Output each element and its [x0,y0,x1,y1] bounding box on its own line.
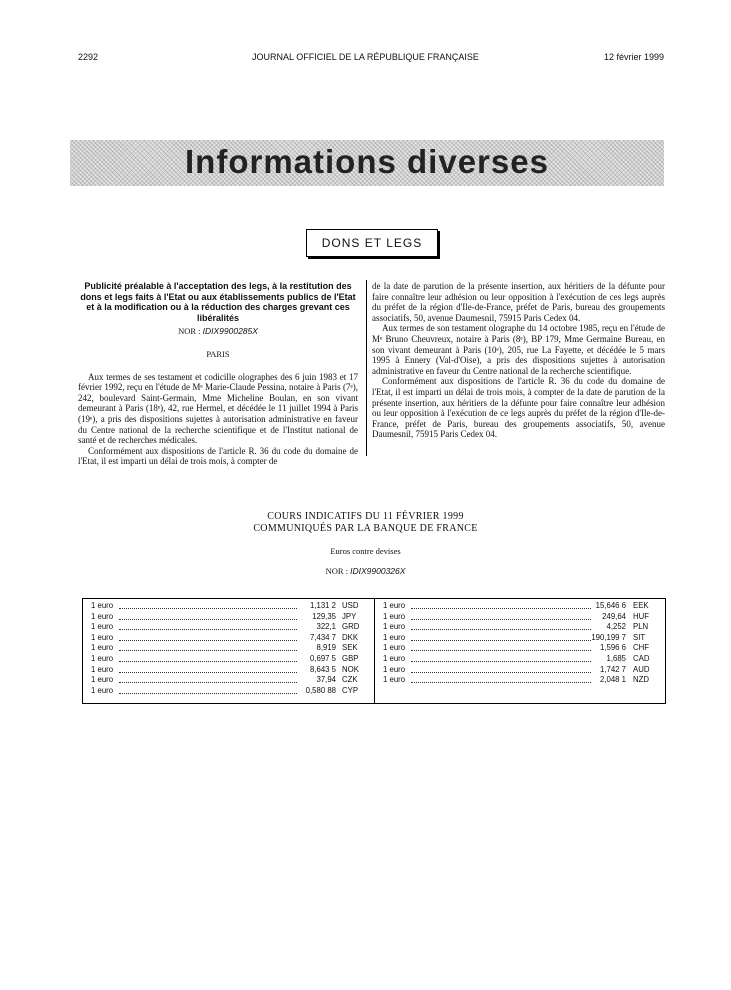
leader-dots [119,619,297,620]
leader-dots [119,661,297,662]
rates-heading-line2: COMMUNIQUÉS PAR LA BANQUE DE FRANCE [253,523,478,534]
rate-label: 1 euro [91,632,114,642]
currency-code: SIT [633,632,646,642]
currency-code: CYP [342,685,359,695]
paragraph: Conformément aux dispositions de l'article R. 36 du code du domaine de l'Etat, il est imparti un délai de trois mois, à compter de la date de parution de la présente insertion, aux héritiers de la défunte pour faire connaître leur adhésion ou leur opposition à l'exécution de ce legs auprès du préfet de la région d'Ile-de-France, préfet de Paris, bureau des groupements associatifs, 50, avenue Daumesnil, 75915 Paris Cedex 04. [372,376,665,440]
rate-value: 37,94 [316,675,336,685]
currency-code: JPY [342,611,357,621]
rate-row [375,601,665,612]
rate-label: 1 euro [383,632,406,642]
rate-value: 129,35 [312,611,336,621]
rate-row [83,643,373,654]
rate-label: 1 euro [91,675,114,685]
rate-row [375,633,665,644]
nor-label: NOR : [325,566,348,576]
rate-value: 322,1 [316,622,336,632]
rate-value: 2,048 1 [599,675,626,685]
rate-value: 1,596 6 [599,643,626,653]
rate-row [83,675,373,686]
currency-code: NOK [342,664,359,674]
nor-code: IDIX9900285X [202,326,258,337]
section-banner [70,140,664,186]
rate-label: 1 euro [91,685,114,695]
leader-dots [119,629,297,630]
rates-subtitle: Euros contre devises [330,546,401,556]
rates-right-column [375,601,665,686]
rate-row [83,601,373,612]
rate-label: 1 euro [91,622,114,632]
rate-value: 0,697 5 [309,653,336,663]
banner-title: Informations diverses [185,143,549,180]
notice-nor [78,326,358,337]
leader-dots [411,629,591,630]
leader-dots [119,640,297,641]
leader-dots [411,650,591,651]
page-number: 2292 [78,52,99,62]
rate-row [83,665,373,676]
rate-label: 1 euro [91,643,114,653]
rates-left-column [83,601,373,696]
currency-code: PLN [633,622,649,632]
rate-row [83,612,373,623]
notice-title: Publicité préalable à l'acceptation des legs, à la restitution des dons et legs faits à l'Etat ou aux établissements publics de l'Etat et à la modification ou à la réduction des charges grevant ces libéralités [80,281,356,323]
rate-value: 190,199 7 [591,632,626,642]
leader-dots [119,608,297,609]
rate-value: 1,742 7 [599,664,626,674]
city-heading: PARIS [206,348,230,359]
currency-code: HUF [633,611,650,621]
leader-dots [119,693,297,694]
left-column [78,281,358,467]
rate-label: 1 euro [383,643,406,653]
leader-dots [119,672,297,673]
rate-label: 1 euro [91,653,114,663]
rate-value: 249,64 [602,611,626,621]
currency-code: CHF [633,643,650,653]
rate-label: 1 euro [91,601,114,610]
column-divider [366,280,367,456]
leader-dots [119,650,297,651]
rate-row [375,665,665,676]
currency-code: CAD [633,653,650,663]
rate-label: 1 euro [383,611,406,621]
rate-value: 8,919 [316,643,336,653]
rate-row [375,675,665,686]
journal-title: JOURNAL OFFICIEL DE LA RÉPUBLIQUE FRANÇAISE [252,52,479,62]
rates-heading-line1: COURS INDICATIFS DU 11 FÉVRIER 1999 [267,511,464,522]
rate-row [375,622,665,633]
leader-dots [411,640,591,641]
rate-row [375,643,665,654]
currency-code: CZK [342,675,358,685]
nor-code: IDIX9900326X [350,566,406,576]
leader-dots [119,682,297,683]
section-title: DONS ET LEGS [306,229,438,257]
rates-heading [0,511,731,535]
rate-row [375,612,665,623]
rate-label: 1 euro [383,664,406,674]
rate-row [83,654,373,665]
right-column [372,281,665,440]
currency-code: AUD [633,664,650,674]
currency-code: EEK [633,601,649,610]
rate-label: 1 euro [383,653,406,663]
paragraph: Aux termes de ses testament et codicille olographes des 6 juin 1983 et 17 février 1992, reçu en l'étude de Mᵉ Marie-Claude Pessina, notaire à Paris (7ᵉ), 242, boulevard Saint-Germain, Mme Micheline Boulan, en son vivant demeurant à Paris (18ᵉ), 42, rue Hermel, et décédée le 11 juillet 1994 à Paris (19ᵉ), a pris des dispositions sujettes à autorisation administrative en faveur du Centre national de la recherche scientifique et de l'Institut national de santé et de recherches médicales. [78,371,358,446]
leader-dots [411,672,591,673]
nor-label: NOR : [178,326,201,337]
exchange-rates-table [82,598,666,704]
leader-dots [411,661,591,662]
rate-value: 7,434 7 [309,632,336,642]
paragraph: de la date de parution de la présente insertion, aux héritiers de la défunte pour faire connaître leur adhésion ou leur opposition à l'exécution de ces legs auprès du préfet de la région d'Ile-de-France, préfet de Paris, bureau des groupements associatifs, 50, avenue Daumesnil, 75915 Paris Cedex 04. [372,281,665,323]
rate-label: 1 euro [91,664,114,674]
paragraph: Conformément aux dispositions de l'article R. 36 du code du domaine de l'Etat, il est imparti un délai de trois mois, à compter de [78,445,358,467]
rate-label: 1 euro [383,675,406,685]
rate-value: 1,131 2 [309,601,336,610]
paragraph: Aux termes de son testament olographe du 14 octobre 1985, reçu en l'étude de Mᵉ Bruno Cheuvreux, notaire à Paris (8ᵉ), BP 179, Mme Germaine Bureau, en son vivant demeurant à Paris (10ᵉ), 205, rue La Fayette, et décédée le 5 mars 1995 à Ennery (Val-d'Oise), a pris des dispositions sujettes à autorisation administrative en faveur du Centre national de la recherche scientifique. [372,323,665,376]
currency-code: GRD [342,622,360,632]
issue-date: 12 février 1999 [603,52,664,62]
leader-dots [411,619,591,620]
rate-value: 0,580 88 [305,685,336,695]
rate-row [83,622,373,633]
rates-nor [0,566,731,576]
rate-value: 1,685 [606,653,626,663]
rate-value: 8,643 5 [309,664,336,674]
rate-label: 1 euro [91,611,114,621]
currency-code: SEK [342,643,358,653]
leader-dots [411,682,591,683]
rate-row [83,686,373,697]
leader-dots [411,608,591,609]
rate-row [83,633,373,644]
currency-code: USD [342,601,359,610]
currency-code: NZD [633,675,650,685]
rate-label: 1 euro [383,601,406,610]
rate-row [375,654,665,665]
rate-value: 4,252 [606,622,626,632]
rate-label: 1 euro [383,622,406,632]
currency-code: GBP [342,653,359,663]
rate-value: 15,646 6 [595,601,626,610]
currency-code: DKK [342,632,359,642]
